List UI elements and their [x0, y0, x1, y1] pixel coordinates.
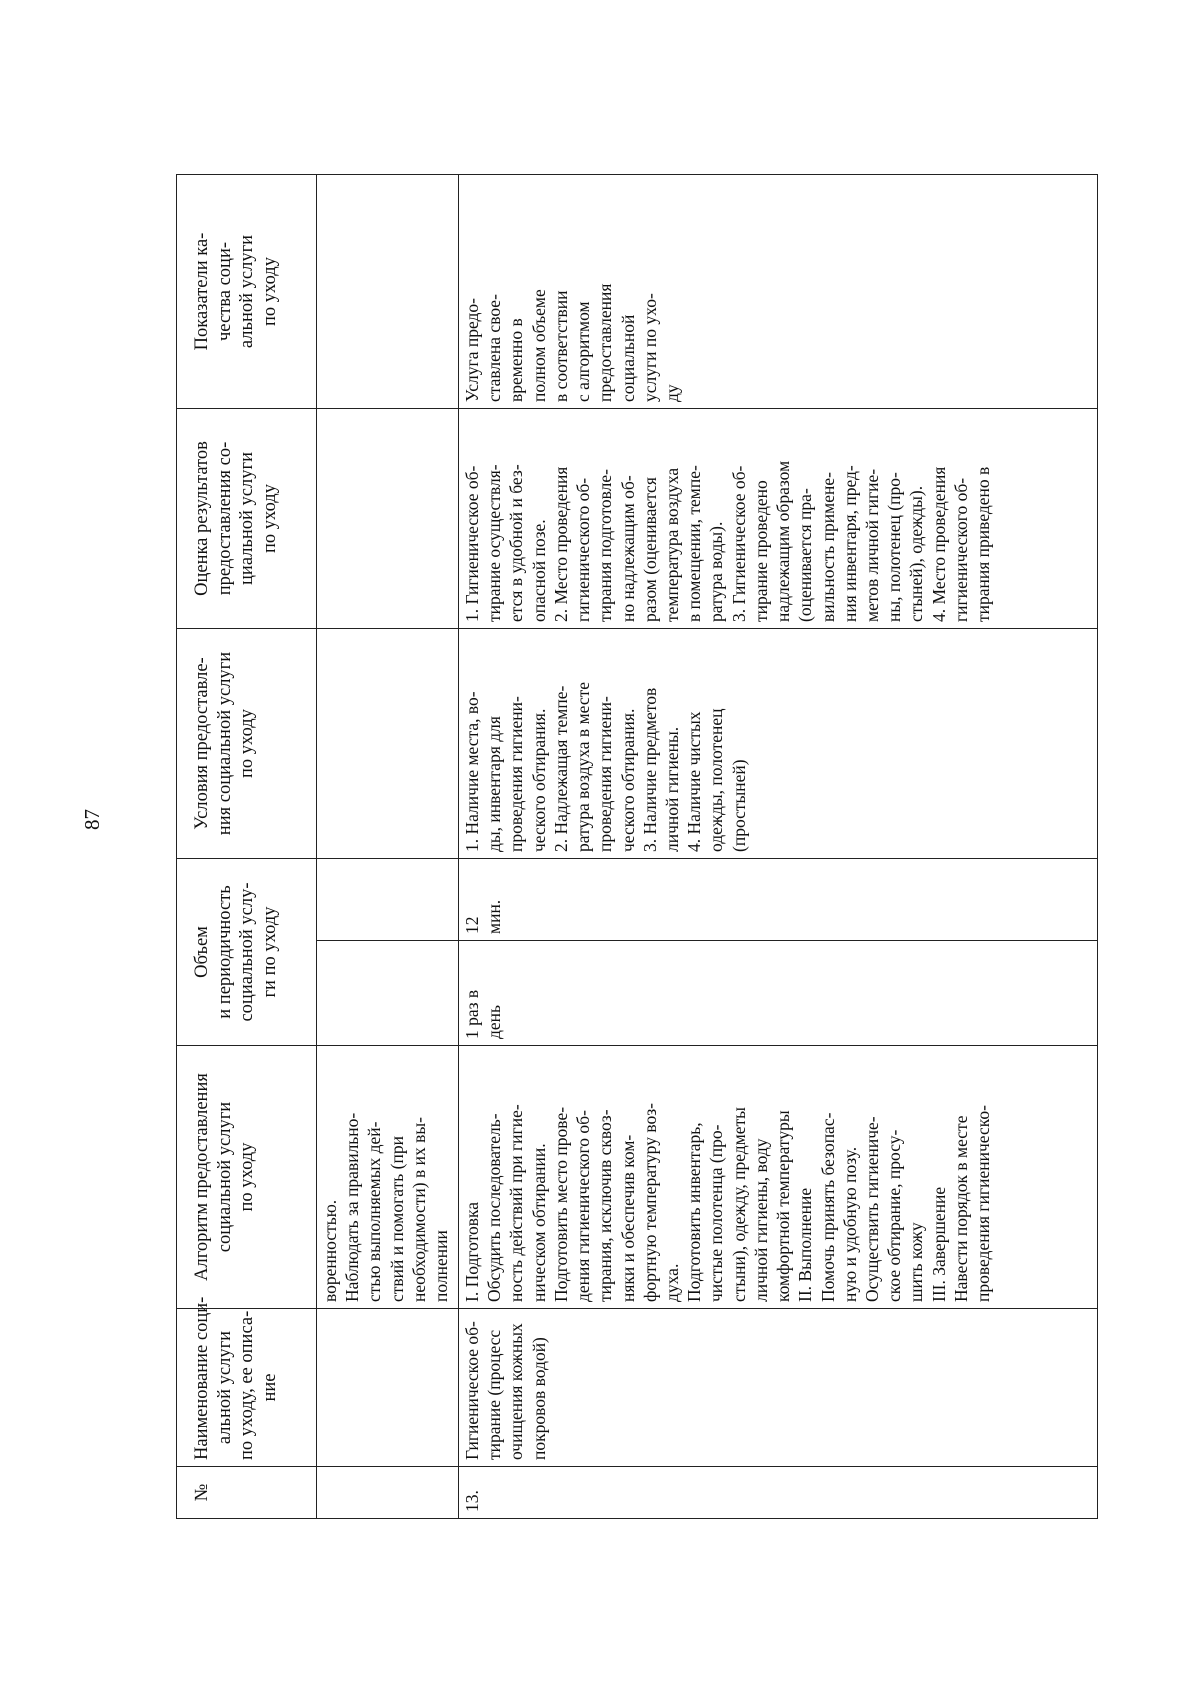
cont-algorithm [317, 1046, 459, 1309]
header-evaluation [177, 409, 317, 629]
text-line: ги по уходу [259, 906, 280, 998]
text-line: (простыней) [728, 759, 749, 852]
text-line: личной гигиены, воду [750, 1138, 771, 1302]
text-line: по уходу [259, 484, 280, 553]
text-line: Наименование соци- [192, 1296, 212, 1460]
header-row [177, 175, 317, 1519]
text-line: по уходу [237, 709, 258, 778]
text-line: (оценивается пра- [795, 488, 816, 622]
text-line: ставлена свое- [484, 294, 505, 402]
text-line: Подготовить место прове- [550, 1106, 571, 1302]
text-line: дения гигиенического об- [573, 1110, 594, 1302]
text-line: очищения кожных [506, 1323, 527, 1460]
text-line: вильность примене- [817, 472, 838, 622]
text-line: тирание (процесс [484, 1329, 505, 1460]
text-line: с алгоритмом [573, 301, 594, 402]
row13-evaluation [459, 409, 1098, 629]
text-line: ется в удобной и без- [506, 464, 527, 622]
text-line: III. Завершение [928, 1186, 949, 1302]
text-line: ратура воздуха в месте [573, 681, 594, 852]
text-line: ческого обтирания. [528, 708, 549, 852]
header-volume [177, 859, 317, 1046]
text-line: 2. Место проведения [550, 466, 571, 622]
row13-name [459, 1309, 1098, 1467]
text-line: няки и обеспечив ком- [617, 1134, 638, 1302]
row13-duration [459, 859, 1098, 941]
text-line: стыней), одежды). [906, 485, 927, 622]
text-line: ническом обтирании. [528, 1143, 549, 1302]
text-line: необходимости) в их вы- [408, 1117, 429, 1302]
text-line: метов личной гигие- [861, 468, 882, 622]
text-line: Навести порядок в месте [950, 1115, 971, 1302]
header-name [177, 1296, 317, 1467]
text-line: день [484, 1004, 505, 1039]
text-line: 12 [462, 916, 482, 934]
text-line: ствий и помогать (при [386, 1136, 407, 1302]
text-line: ность действий при гигие- [506, 1104, 527, 1302]
text-line: комфортной температуры [773, 1110, 794, 1302]
text-line: 4. Наличие чистых [684, 711, 705, 852]
text-line: 1 раз в [462, 989, 482, 1039]
text-line: Показатели ка- [192, 232, 212, 351]
text-line: тирания приведено в [973, 466, 994, 622]
text-line: личной гигиены. [661, 726, 682, 852]
text-line: в соответствии [550, 290, 571, 402]
text-line: ния инвентаря, пред- [839, 465, 860, 622]
text-line: гигиенического об- [950, 477, 971, 622]
text-line: по уходу [259, 257, 280, 326]
text-line: временно в [506, 318, 527, 402]
text-line: предоставления [595, 283, 616, 402]
row13-num: 13. [459, 1467, 1098, 1519]
cont-evaluation [317, 409, 459, 629]
text-line: ду [661, 384, 682, 402]
text-line: ние [259, 1373, 280, 1402]
text-line: 3. Наличие предметов [639, 687, 660, 852]
text-line: стью выполняемых дей- [364, 1121, 385, 1302]
cont-name [317, 1309, 459, 1467]
text-line: мин. [484, 899, 505, 934]
cont-duration [317, 859, 459, 941]
text-line: 1. Гигиеническое об- [462, 465, 482, 622]
row13-indicators [459, 175, 1098, 409]
text-line: 3. Гигиеническое об- [728, 465, 749, 622]
text-line: Осуществить гигиениче- [861, 1116, 882, 1302]
text-line: социальной услу- [237, 882, 258, 1022]
text-line: социальной [617, 314, 638, 402]
text-line: фортную температуру воз- [639, 1103, 660, 1302]
row13-frequency [459, 941, 1098, 1046]
text-line: чистые полотенца (про- [706, 1124, 727, 1302]
text-line: ны, полотенец (про- [884, 472, 905, 622]
cont-frequency [317, 941, 459, 1046]
text-line: 1. Наличие места, во- [462, 691, 482, 852]
cont-conditions [317, 629, 459, 859]
continuation-row [317, 175, 459, 1519]
text-line: проведения гигиени- [506, 696, 527, 852]
text-line: альной услуги [237, 234, 258, 349]
text-line: Объем [192, 926, 212, 978]
text-line: разом (оценивается [639, 477, 660, 622]
text-line: II. Выполнение [795, 1187, 816, 1302]
text-line: и периодичность [214, 885, 235, 1019]
text-line: температура воздуха [661, 467, 682, 622]
text-line: одежды, полотенец [706, 708, 727, 852]
text-line: 4. Место проведения [928, 466, 949, 622]
table-row-13 [459, 175, 1098, 1519]
text-line: воренностью. [320, 1199, 340, 1302]
text-line: проведения гигиеническо- [973, 1105, 994, 1302]
cont-indicators [317, 175, 459, 409]
row13-algorithm [459, 1046, 1098, 1309]
text-line: проведения гигиени- [595, 696, 616, 852]
text-line: по уходу [237, 1142, 258, 1212]
text-line: 2. Надлежащая темпе- [550, 685, 571, 852]
text-line: Условия предоставле- [192, 657, 212, 830]
text-line: тирания подготовле- [595, 469, 616, 622]
text-line: Алгоритм предоставления [192, 1073, 212, 1281]
text-line: но надлежащим об- [617, 475, 638, 622]
text-line: Услуга предо- [462, 298, 482, 402]
text-line: Помочь принять безопас- [817, 1112, 838, 1302]
text-line: альной услуги [214, 1330, 235, 1445]
header-conditions [177, 629, 317, 859]
text-line: услуги по ухо- [639, 293, 660, 402]
text-line: социальной услуги [214, 1101, 235, 1253]
text-line: по уходу, ее описа- [237, 1310, 258, 1460]
social-care-table [176, 174, 1098, 1519]
document-table-rotated [176, 175, 1098, 1519]
text-line: надлежащим образом [773, 460, 794, 622]
text-line: циальной услуги [237, 452, 258, 585]
text-line: в помещении, темпе- [684, 465, 705, 622]
text-line: ную и удобную позу. [839, 1146, 860, 1302]
text-line: тирание осуществля- [484, 464, 505, 622]
header-indicators [177, 175, 317, 409]
text-line: Гигиеническое об- [462, 1321, 482, 1460]
row13-conditions [459, 629, 1098, 859]
header-algorithm [177, 1046, 317, 1309]
text-line: шить кожу [906, 1222, 927, 1302]
text-line: чества соци- [214, 241, 235, 342]
text-line: гигиенического об- [573, 477, 594, 622]
header-num: № [177, 1467, 317, 1519]
text-line: ское обтирание, просу- [884, 1129, 905, 1302]
text-line: Оценка результатов [192, 441, 212, 596]
text-line: Обсудить последователь- [484, 1113, 505, 1302]
text-line: ческого обтирания. [617, 708, 638, 852]
text-line: Подготовить инвентарь, [684, 1122, 705, 1302]
text-line: ратура воды). [706, 521, 727, 622]
text-line: покровов водой) [528, 1337, 549, 1460]
text-line: тирание проведено [750, 480, 771, 622]
text-line: стыни), одежду, предметы [728, 1107, 749, 1302]
cont-num [317, 1467, 459, 1519]
text-line: полнении [431, 1230, 452, 1302]
text-line: ды, инвентаря для [484, 716, 505, 852]
text-line: Наблюдать за правильно- [342, 1112, 363, 1302]
text-line: полном объеме [528, 289, 549, 402]
text-line: духа. [661, 1263, 682, 1302]
text-line: ния социальной услуги [214, 651, 235, 836]
page-number: 87 [80, 809, 104, 830]
text-line: тирания, исключив сквоз- [595, 1109, 616, 1302]
text-line: опасной позе. [528, 519, 549, 622]
text-line: предоставления со- [214, 441, 235, 596]
text-line: I. Подготовка [462, 1201, 482, 1302]
